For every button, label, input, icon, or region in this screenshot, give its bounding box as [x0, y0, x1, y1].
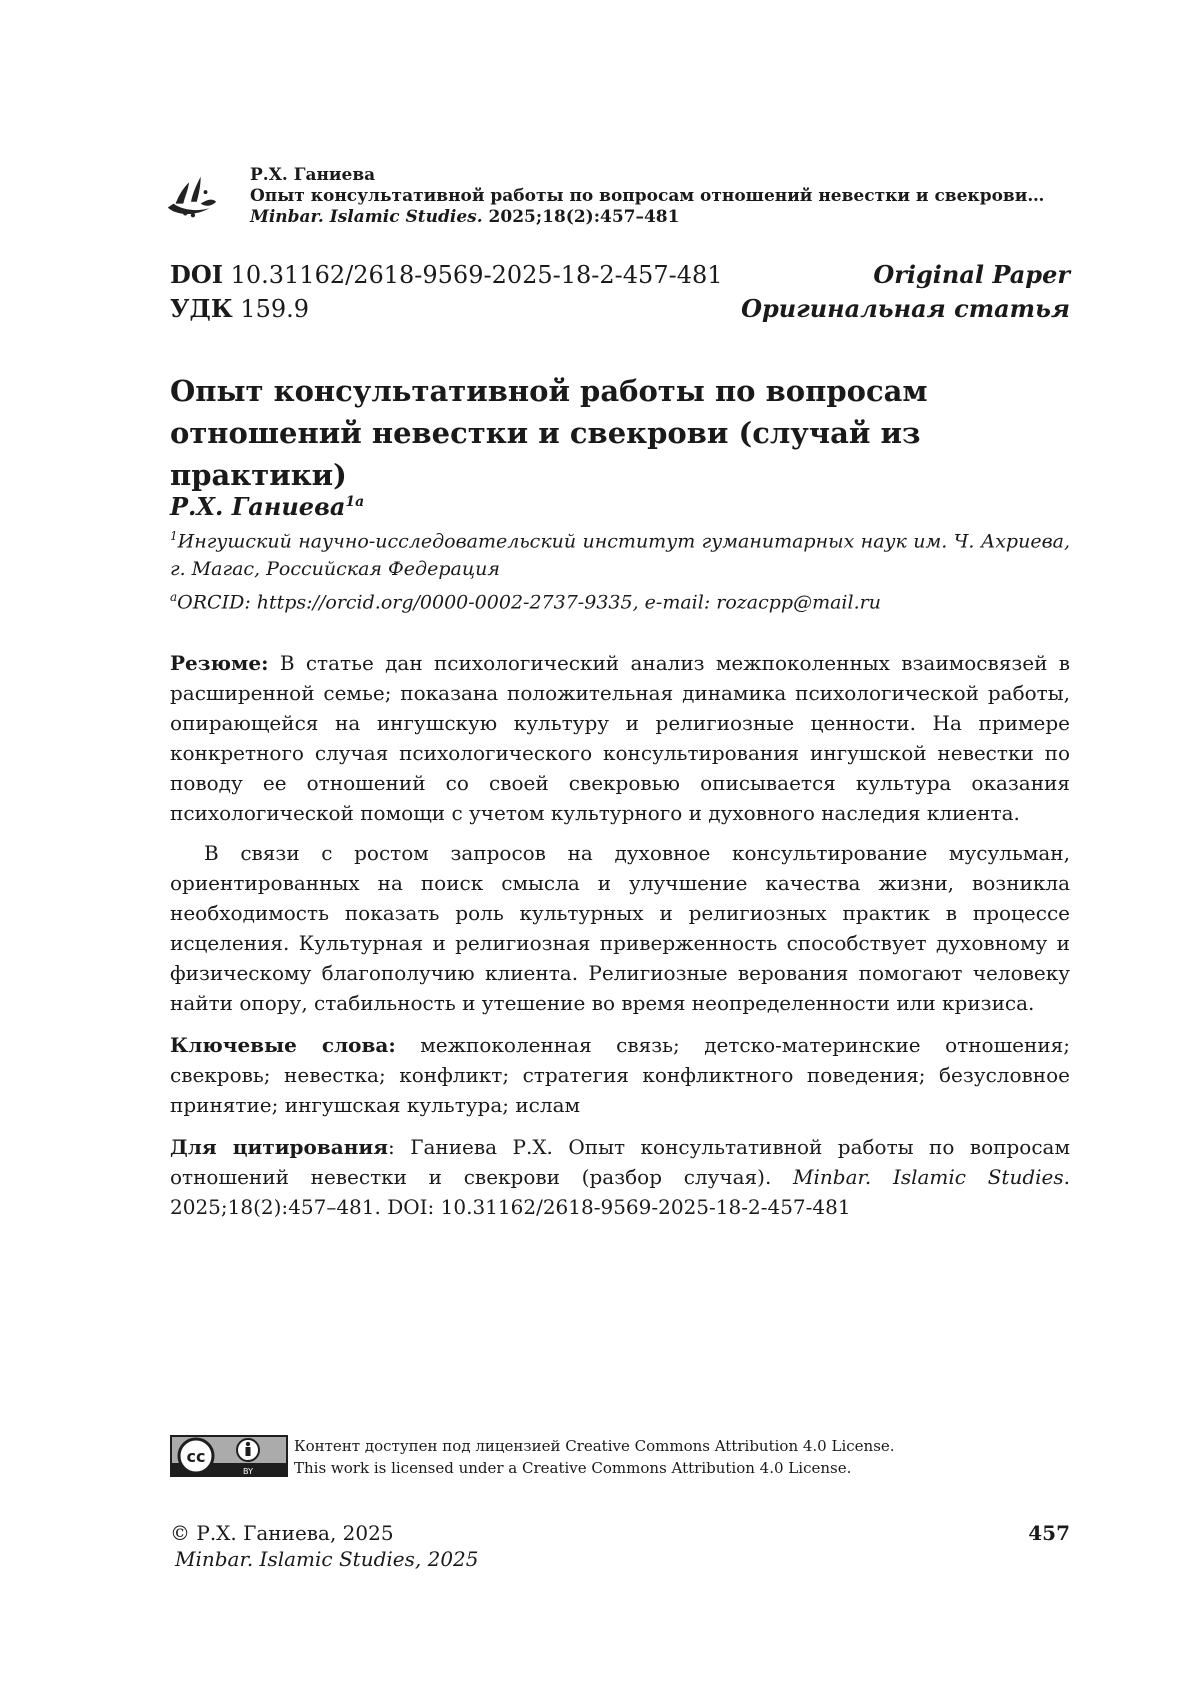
article-title: Опыт консультативной работы по вопросам отношений невестки и свекрови (случай из практики) [170, 370, 1070, 496]
citation-text-after: . 2025;18(2):457–481. DOI: 10.31162/2618-9569-2025-18-2-457-481 [170, 1165, 1070, 1219]
doi-label: DOI [170, 260, 223, 289]
running-head-issue: 2025;18(2):457–481 [489, 207, 680, 227]
doi-line [170, 258, 723, 292]
affiliation [170, 522, 1070, 583]
license-text-ru: Контент доступен под лицензией Creative Commons Attribution 4.0 License. [294, 1435, 895, 1457]
article-type-en: Original Paper [873, 258, 1070, 292]
journal-logo-icon [162, 165, 220, 223]
abstract-label: Резюме: [170, 651, 269, 675]
udk-line [170, 292, 309, 326]
cc-by-license-icon[interactable] [170, 1435, 288, 1477]
doi-value: 10.31162/2618-9569-2025-18-2-457-481 [231, 261, 723, 289]
author-name [170, 492, 1070, 521]
page-number: 457 [1028, 1520, 1070, 1546]
keywords-label: Ключевые слова: [170, 1033, 396, 1057]
udk-label: УДК [170, 294, 233, 323]
abstract-text-1: В статье дан психологический анализ межпоколенных взаимосвязей в расширенной семье; показана положительная динамика психологической работы, опирающейся на ингушскую культуру и религиозные ценности. На примере конкретного случая психологического консультирования ингушской невестки по поводу ее отношений со своей свекровью описывается культура оказания психологической помощи с учетом культурного и духовного наследия клиента. [170, 651, 1070, 825]
cc-badge-label: cc [187, 1447, 206, 1466]
abstract-paragraph-1 [170, 648, 1070, 828]
copyright: © Р.Х. Ганиева, 2025 [170, 1520, 1070, 1546]
abstract-paragraph-2: В связи с ростом запросов на духовное консультирование мусульман, ориентированных на поиск смысла и улучшение качества жизни, возникла необходимость показать роль культурных и религиозных практик в процессе исцеления. Культурная и религиозная приверженность способствует духовному и физическому благополучию клиента. Религиозные верования помогают человеку найти опору, стабильность и утешение во время неопределенности или кризиса. [170, 838, 1070, 1018]
license-text-en: This work is licensed under a Creative Commons Attribution 4.0 License. [294, 1457, 895, 1479]
running-head-citation [250, 207, 1044, 228]
keywords [170, 1030, 1070, 1120]
abstract-block [170, 648, 1070, 1232]
by-badge-label: BY [243, 1467, 253, 1476]
citation-journal: Minbar. Islamic Studies [793, 1165, 1064, 1189]
running-head-author: Р.Х. Ганиева [250, 165, 1044, 186]
affiliation-superscript: 1 [170, 529, 178, 543]
citation-label: Для цитирования [170, 1135, 388, 1159]
udk-value: 159.9 [240, 295, 309, 323]
license-block [170, 1435, 1070, 1479]
article-type-ru: Оригинальная статья [741, 292, 1070, 326]
author-superscript: 1a [345, 494, 364, 510]
orcid-superscript: a [170, 590, 177, 604]
affiliation-text: Ингушский научно-исследовательский институт гуманитарных наук им. Ч. Ахриева, г. Магас, Российская Федерация [170, 530, 1070, 580]
author-name-text: Р.Х. Ганиева [170, 492, 345, 521]
orcid-text: ORCID: https://orcid.org/0000-0002-2737-9335, e-mail: rozacpp@mail.ru [177, 592, 881, 614]
page-footer [170, 1520, 1070, 1572]
keywords-text: межпоколенная связь; детско-материнские отношения; свекровь; невестка; конфликт; стратегия конфликтного поведения; безусловное принятие; ингушская культура; ислам [170, 1033, 1070, 1117]
running-head-title: Опыт консультативной работы по вопросам отношений невестки и свекрови… [250, 186, 1044, 207]
affiliations [170, 522, 1070, 617]
article-meta [170, 258, 1070, 326]
citation-text-before: : Ганиева Р.Х. Опыт консультативной работы по вопросам отношений невестки и свекрови (разбор случая). [170, 1135, 1070, 1189]
page [0, 0, 1200, 1701]
footer-journal: Minbar. Islamic Studies, 2025 [170, 1546, 1070, 1572]
running-head-journal: Minbar. Islamic Studies. [250, 207, 483, 227]
citation [170, 1132, 1070, 1222]
orcid-line [170, 583, 1070, 616]
